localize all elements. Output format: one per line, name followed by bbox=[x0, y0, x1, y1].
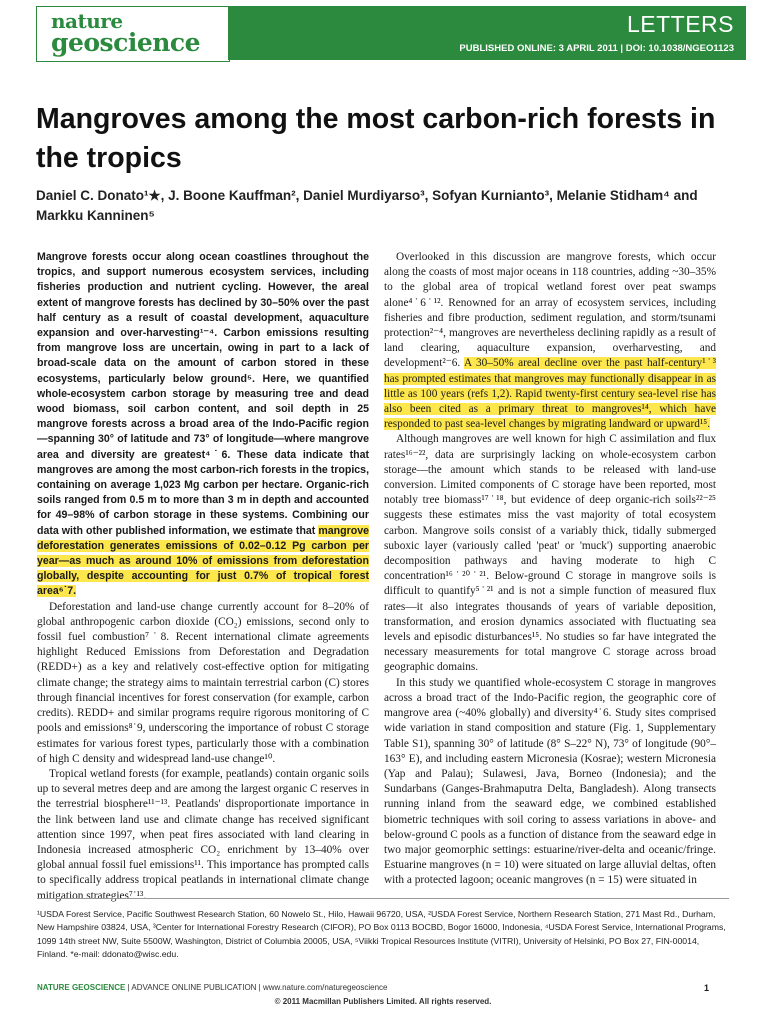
affiliations: ¹USDA Forest Service, Pacific Southwest Research Station, 60 Nowelo St., Hilo, Hawaii 96720, USA, ²USDA Forest Service, Northern Research Station, 271 Mast Rd., Durham, New Hampshire 03824, USA, ³Center for International Forestry Research (CIFOR), PO Box 0113 BOCBD, Bogor 16000, Indonesia, ⁴USDA Forest Service, International Programs, 1099 14th street NW, Suite 5500W, Washington, District of Columbia 20005, USA, ⁵Viikki Tropical Resources Institute (VITRI), University of Helsinki, PO Box 27, FIN-00014, Finland. *e-mail: ddonato@wisc.edu. bbox=[37, 909, 726, 960]
copyright: © 2011 Macmillan Publishers Limited. All rights reserved. bbox=[274, 997, 492, 1006]
body-paragraph: Tropical wetland forests (for example, peatlands) contain organic soils up to several metres deep and are among the largest organic C reserves in the terrestrial biosphere¹¹⁻¹³. Peatlands' disproportionate importance in the link between land use and climate change has received significant attention since 1997, when peat fires associated with land clearing in Indonesia increased atmospheric CO₂ enrichment by 13–40% over global annual fossil fuel emissions¹¹. This importance has prompted calls to specifically address tropical peatlands in international climate change mitigation strategies⁷˙¹³. bbox=[37, 767, 369, 902]
body-paragraph: In this study we quantified whole-ecosystem C storage in mangroves across a broad tract of the Indo-Pacific region, the geographic core of mangrove area (~40% globally) and diversity⁴˙6. Study sites comprised wide variation in stand composition and stature (Fig. 1, Supplementary Table S1), spanning 30° of latitude (8° S–22° N), 73° of longitude (90°–163° E), and including eastern Micronesia (Kosrae); western Micronesia (Yap and Palau); Sulawesi, Java, Borneo (Indonesia); and the Sundarbans (Ganges-Brahmaputra Delta, Bangladesh). Along transects running inland from the seaward edge, we combined established biometric techniques with soil coring to assess variations in above- and below-ground C pools as a function of distance from the seaward edge in two major geomorphic settings: estuarine/river-delta and oceanic/fringe. Estuarine mangroves (n = 10) were situated on large alluvial deltas, often with a protected lagoon; oceanic mangroves (n = 15) were situated in bbox=[384, 676, 716, 887]
footer-journal: NATURE GEOSCIENCE bbox=[37, 983, 126, 992]
body-text: Overlooked in this discussion are mangrove forests, which occur along the coasts of most major oceans in 118 countries, adding ~30–35% to the global area of tropical wetland forest over peat swamps alone⁴˙6˙¹². Renowned for an array of ecosystem services, including fisheries and fibre production, sediment regulation, and storm/tsunami protection²⁻⁴, mangroves are nevertheless declining rapidly as a result of land clearing, aquaculture expansion, overharvesting, and development²⁻6. bbox=[384, 251, 716, 370]
abstract-text: Mangrove forests occur along ocean coastlines throughout the tropics, and support numerous ecosystem services, including fisheries production and nutrient cycling. However, the areal extent of mangrove forests has declined by 30–50% over the past half century as a result of coastal development, aquaculture expansion and over-harvesting¹⁻⁴. Carbon emissions resulting from mangrove loss are uncertain, owing in part to a lack of broad-scale data on the amount of carbon stored in these ecosystems, particularly below ground⁵. Here, we quantified whole-ecosystem carbon storage by measuring tree and dead wood biomass, soil carbon content, and soil depth in 25 mangrove forests across a broad area of the Indo-Pacific region—spanning 30° of latitude and 73° of longitude—where mangrove area and diversity are greatest⁴˙6. These data indicate that mangroves are among the most carbon-rich forests in the tropics, containing on average 1,023 Mg carbon per hectare. Organic-rich soils ranged from 0.5 m to more than 3 m in depth and accounted for 49–98% of carbon storage in these systems. Combining our data with other published information, we estimate that bbox=[37, 251, 370, 537]
author-list: Daniel C. Donato¹★, J. Boone Kauffman², Daniel Murdiyarso³, Sofyan Kurnianto³, Melanie Stidham⁴ and Markku Kanninen⁵ bbox=[36, 188, 698, 223]
header-band bbox=[228, 6, 746, 60]
journal-header bbox=[0, 0, 766, 68]
right-column bbox=[384, 250, 716, 889]
footer-info[interactable]: | ADVANCE ONLINE PUBLICATION | www.nature.com/naturegeoscience bbox=[125, 983, 388, 992]
left-column bbox=[37, 250, 369, 904]
publication-info[interactable]: PUBLISHED ONLINE: 3 APRIL 2011 | DOI: 10.1038/NGEO1123 bbox=[459, 43, 734, 54]
logo-line2: geoscience bbox=[51, 28, 201, 57]
body-highlight: A 30–50% areal decline over the past half-century¹˙³ has prompted estimates that mangroves may functionally disappear in as little as 100 years (refs 1,2). Rapid twenty-first century sea-level rise has also been cited as a primary threat to mangroves¹⁴, which have responded to past sea-level changes by migrating landward or upward¹⁵. bbox=[384, 357, 717, 431]
abstract-highlight: mangrove deforestation generates emissions of 0.02–0.12 Pg carbon per year—as much as around 10% of emissions from deforestation globally, despite accounting for just 0.7% of tropical forest area⁶˙7. bbox=[37, 524, 369, 598]
article-title: Mangroves among the most carbon-rich forests in the tropics bbox=[36, 103, 716, 174]
logo-line1: nature bbox=[51, 9, 123, 33]
footnote-divider bbox=[37, 898, 729, 899]
body-paragraph bbox=[384, 250, 716, 432]
abstract bbox=[37, 250, 369, 600]
body-paragraph: Although mangroves are well known for high C assimilation and flux rates¹⁶⁻²², data are surprisingly lacking on whole-ecosystem carbon storage—the amount which stands to be released with land-use conversion. Limited components of C storage have been reported, most notably tree biomass¹⁷˙¹⁸, but evidence of deep organic-rich soils²²⁻²⁵ suggests these estimates miss the vast majority of total ecosystem carbon. Mangrove soils consist of a variably thick, tidally submerged suboxic layer (variously called 'peat' or 'muck') supporting anaerobic decomposition pathways and having moderate to high C concentration¹⁶˙²⁰˙²¹. Below-ground C storage in mangrove soils is difficult to quantify⁵˙²¹ and is not a simple function of measured flux rates—it also integrates thousands of years of variable deposition, transformation, and erosion dynamics associated with fluctuating sea levels and episodic disturbances¹⁵. No studies so far have integrated the necessary measurements for total mangrove C storage across broad geographic domains. bbox=[384, 433, 716, 674]
body-paragraph: Deforestation and land-use change currently account for 8–20% of global anthropogenic carbon dioxide (CO₂) emissions, second only to fossil fuel combustion⁷˙8. Recent international climate agreements highlight Reduced Emissions from Deforestation and Degradation (REDD+) as a key and relatively cost-effective option for mitigating climate change; the strategy aims to maintain terrestrial carbon (C) stores through financial incentives for forest conservation (for example, carbon credits). REDD+ and similar programs require rigorous monitoring of C pools and emissions⁸˙9, underscoring the importance of robust C storage estimates for various forest types, particularly those with a combination of high C density and widespread land-use change¹⁰. bbox=[37, 600, 369, 765]
page-number: 1 bbox=[703, 983, 709, 993]
journal-logo[interactable] bbox=[36, 6, 230, 62]
section-label: LETTERS bbox=[626, 11, 734, 37]
page-footer bbox=[37, 983, 729, 992]
